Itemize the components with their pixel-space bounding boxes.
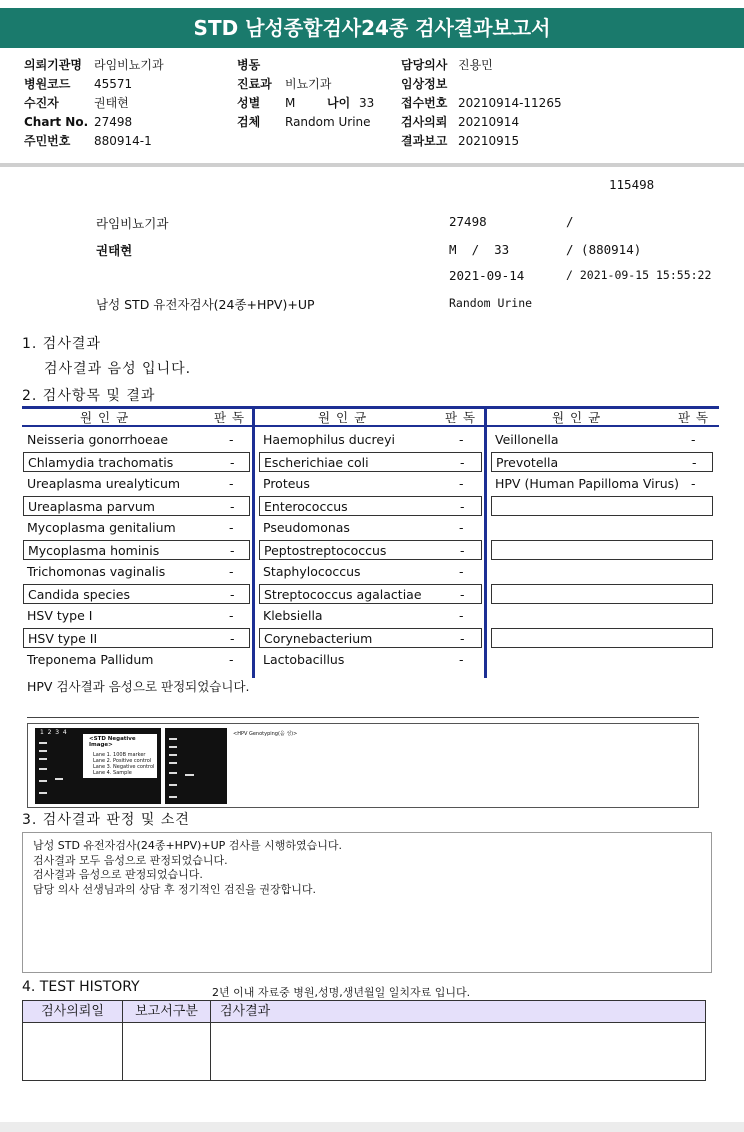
gel-band — [169, 796, 177, 798]
history-note: 2년 이내 자료중 병원,성명,생년월일 일치자료 입니다. — [212, 986, 471, 999]
pathogen-name: Escherichiae coli — [264, 455, 369, 470]
result-row — [491, 584, 713, 604]
summary-specimen: Random Urine — [449, 296, 533, 310]
pathogen-name: Candida species — [28, 587, 130, 602]
gel-band — [169, 738, 177, 740]
result-row — [259, 606, 482, 626]
pathogen-name: Streptococcus agalactiae — [264, 587, 422, 602]
gel-band — [39, 742, 47, 744]
chart-label: Chart No. — [24, 115, 89, 129]
specimen-value: Random Urine — [285, 115, 371, 129]
opinion-box — [22, 832, 712, 973]
result-row — [23, 452, 250, 472]
pathogen-name: Enterococcus — [264, 499, 348, 514]
result-row — [259, 584, 482, 604]
gel-top-rule — [27, 717, 699, 718]
section3-title: 3. 검사결과 판정 및 소견 — [22, 812, 190, 828]
age-label: 나이 — [327, 96, 351, 110]
section4-title: 4. TEST HISTORY — [22, 979, 140, 995]
result-row — [23, 430, 250, 450]
summary-date-report: / 2021-09-15 15:55:22 — [566, 268, 712, 282]
gel-legend-lane3: Lane 3. Negative control — [93, 764, 155, 770]
pathogen-name: Treponema Pallidum — [27, 652, 154, 667]
result-row — [491, 606, 713, 626]
request-label: 검사의뢰 — [401, 115, 448, 129]
result-row — [23, 562, 250, 582]
result-row — [491, 650, 713, 670]
report-title: STD 남성종합검사24종 검사결과보고서 — [0, 8, 744, 48]
pathogen-name: Staphylococcus — [263, 564, 361, 579]
summary-chart: 27498 — [449, 214, 487, 229]
pathogen-result: - — [230, 631, 235, 646]
summary-slash: / — [566, 214, 574, 229]
pathogen-result: - — [459, 476, 464, 491]
pathogen-name: Haemophilus ducreyi — [263, 432, 395, 447]
hpv-gel-caption: <HPV Genotyping(음 성)> — [233, 731, 298, 737]
result-row — [259, 562, 482, 582]
doctor-value: 진용민 — [458, 58, 493, 72]
gel-band — [39, 792, 47, 794]
history-cell — [210, 1022, 706, 1081]
gel-band — [39, 750, 47, 752]
gel-band — [39, 758, 47, 760]
pathogen-result: - — [230, 455, 235, 470]
institution-value: 라임비뇨기과 — [94, 58, 164, 72]
pathogen-name: Mycoplasma hominis — [28, 543, 160, 558]
std-gel-image — [35, 728, 161, 804]
pathogen-result: - — [460, 543, 465, 558]
result-row — [491, 540, 713, 560]
gel-band — [39, 768, 47, 770]
age-value: 33 — [359, 96, 375, 110]
gel-legend-lane2: Lane 2. Positive control — [93, 758, 152, 764]
report-label: 결과보고 — [401, 134, 448, 148]
pathogen-name: Ureaplasma urealyticum — [27, 476, 181, 491]
institution-label: 의뢰기관명 — [24, 58, 82, 72]
code-label: 병원코드 — [24, 77, 71, 91]
gel-band — [169, 772, 177, 774]
examinee-label: 수진자 — [24, 96, 59, 110]
pathogen-name: Ureaplasma parvum — [28, 499, 155, 514]
page-bottom-bar — [0, 1122, 744, 1132]
pathogen-name: Prevotella — [496, 455, 559, 470]
opinion-line: 검사결과 모두 음성으로 판정되었습니다. — [33, 853, 228, 867]
result-row — [23, 496, 250, 516]
history-cell — [22, 1022, 123, 1081]
doctor-label: 담당의사 — [401, 58, 448, 72]
pathogen-result: - — [460, 631, 465, 646]
gel-legend-box — [83, 734, 157, 778]
dept-label: 진료과 — [237, 77, 272, 91]
pathogen-name: Neisseria gonorrhoeae — [27, 432, 169, 447]
result-row — [23, 584, 250, 604]
result-row — [491, 474, 713, 494]
history-cell — [122, 1022, 211, 1081]
receipt-value: 20210914-11265 — [458, 96, 562, 110]
result-row — [491, 496, 713, 516]
pathogen-name: Mycoplasma genitalium — [27, 520, 176, 535]
col3-pathogen-header: 원 인 균 — [552, 410, 602, 425]
result-row — [259, 518, 482, 538]
result-row — [259, 452, 482, 472]
hpv-gel-image — [165, 728, 227, 804]
opinion-line: 담당 의사 선생님과의 상담 후 정기적인 검진을 권장합니다. — [33, 882, 316, 896]
pathogen-name: Trichomonas vaginalis — [27, 564, 166, 579]
col1-pathogen-header: 원 인 균 — [80, 410, 130, 425]
pathogen-result: - — [229, 432, 234, 447]
pathogen-result: - — [459, 432, 464, 447]
result-row — [23, 606, 250, 626]
examinee-value: 권태현 — [94, 96, 129, 110]
result-row — [491, 628, 713, 648]
pathogen-name: Lactobacillus — [263, 652, 345, 667]
pathogen-name: HSV type II — [28, 631, 98, 646]
header-left-block — [24, 56, 224, 151]
result-row — [259, 496, 482, 516]
summary-test-name: 남성 STD 유전자검사(24종+HPV)+UP — [96, 297, 315, 312]
pathogen-result: - — [229, 476, 234, 491]
result-row — [23, 518, 250, 538]
summary-date-request: 2021-09-14 — [449, 268, 525, 283]
result-row — [23, 628, 250, 648]
header-separator — [0, 163, 744, 167]
result-row — [491, 518, 713, 538]
result-row — [23, 474, 250, 494]
opinion-line: 남성 STD 유전자검사(24종+HPV)+UP 검사를 시행하였습니다. — [33, 839, 343, 852]
section2-title: 2. 검사항목 및 결과 — [22, 388, 156, 404]
summary-birth: / (880914) — [566, 242, 642, 257]
gel-legend-lane1: Lane 1. 100B marker — [93, 752, 146, 758]
chart-value: 27498 — [94, 115, 133, 129]
pathogen-result: - — [691, 476, 696, 491]
pathogen-result: - — [460, 499, 465, 514]
section1-title: 1. 검사결과 — [22, 336, 101, 352]
code-value: 45571 — [94, 77, 133, 91]
pathogen-result: - — [459, 564, 464, 579]
request-value: 20210914 — [458, 115, 520, 129]
result-row — [259, 628, 482, 648]
header-middle-block — [237, 56, 397, 132]
pathogen-result: - — [692, 455, 697, 470]
pathogen-result: - — [230, 543, 235, 558]
pathogen-result: - — [229, 608, 234, 623]
result-row — [259, 540, 482, 560]
result-row — [23, 540, 250, 560]
sex-value: M — [285, 96, 296, 110]
gel-legend-title: <STD Negative Image> — [89, 736, 136, 748]
pathogen-name: Pseudomonas — [263, 520, 350, 535]
pathogen-name: Veillonella — [495, 432, 559, 447]
result-row — [491, 452, 713, 472]
gel-band — [185, 774, 194, 776]
pathogen-result: - — [229, 652, 234, 667]
result-row — [23, 650, 250, 670]
ward-label: 병동 — [237, 58, 261, 72]
gel-band — [55, 778, 63, 780]
col1-result-header: 판 독 — [214, 410, 246, 425]
pathogen-result: - — [691, 432, 696, 447]
clinical-label: 임상정보 — [401, 77, 448, 91]
pathogen-result: - — [230, 499, 235, 514]
report-value: 20210915 — [458, 134, 520, 148]
specimen-label: 검체 — [237, 115, 261, 129]
pathogen-name: HSV type I — [27, 608, 93, 623]
summary-id: 115498 — [609, 177, 655, 192]
pathogen-result: - — [230, 587, 235, 602]
gel-band — [169, 754, 177, 756]
rrn-label: 주민번호 — [24, 134, 71, 148]
result-row — [259, 430, 482, 450]
pathogen-result: - — [229, 520, 234, 535]
gel-band — [169, 746, 177, 748]
result-row — [491, 562, 713, 582]
dept-value: 비뇨기과 — [285, 77, 332, 91]
receipt-label: 접수번호 — [401, 96, 448, 110]
header-right-block — [401, 56, 641, 151]
pathogen-result: - — [459, 608, 464, 623]
summary-name: 권태현 — [96, 243, 133, 258]
result-row — [259, 650, 482, 670]
summary-clinic: 라임비뇨기과 — [96, 216, 169, 231]
hpv-note: HPV 검사결과 음성으로 판정되었습니다. — [27, 679, 250, 694]
history-header-report-type: 보고서구분 — [122, 1000, 211, 1023]
pathogen-result: - — [459, 652, 464, 667]
col3-result-header: 판 독 — [678, 410, 710, 425]
section1-text: 검사결과 음성 입니다. — [44, 361, 192, 377]
summary-sex-age: M / 33 — [449, 242, 510, 257]
rrn-value: 880914-1 — [94, 134, 152, 148]
pathogen-result: - — [229, 564, 234, 579]
pathogen-name: Proteus — [263, 476, 310, 491]
pathogen-name: Chlamydia trachomatis — [28, 455, 174, 470]
sex-label: 성별 — [237, 96, 261, 110]
pathogen-result: - — [460, 455, 465, 470]
result-row — [491, 430, 713, 450]
gel-legend-lane4: Lane 4. Sample — [93, 770, 132, 776]
pathogen-name: HPV (Human Papilloma Virus) — [495, 476, 680, 491]
pathogen-name: Peptostreptococcus — [264, 543, 387, 558]
pathogen-result: - — [460, 587, 465, 602]
history-header-result: 검사결과 — [210, 1000, 706, 1023]
gel-image-frame — [27, 723, 699, 808]
result-table-divider-2 — [484, 406, 487, 678]
col2-result-header: 판 독 — [445, 410, 477, 425]
pathogen-name: Corynebacterium — [264, 631, 373, 646]
history-header-request-date: 검사의뢰일 — [22, 1000, 123, 1023]
pathogen-name: Klebsiella — [263, 608, 323, 623]
opinion-line: 검사결과 음성으로 판정되었습니다. — [33, 868, 203, 881]
pathogen-result: - — [459, 520, 464, 535]
col2-pathogen-header: 원 인 균 — [318, 410, 368, 425]
gel-band — [39, 780, 47, 782]
gel-lane-numbers: 1 2 3 4 — [40, 729, 67, 736]
gel-band — [169, 784, 177, 786]
result-row — [259, 474, 482, 494]
result-table-divider-1 — [252, 406, 255, 678]
gel-band — [169, 762, 177, 764]
